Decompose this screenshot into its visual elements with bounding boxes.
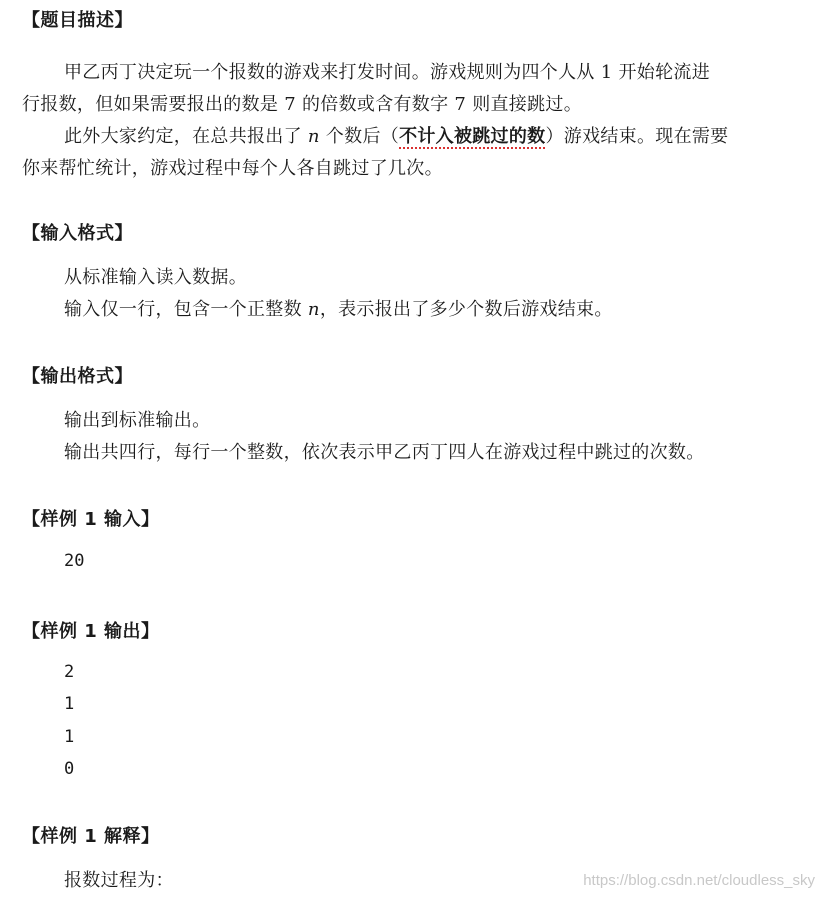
- description-line-3-c: ）游戏结束。现在需要: [545, 126, 729, 147]
- sample-output-line: 1: [64, 727, 75, 747]
- variable-n: n: [307, 126, 320, 147]
- description-line-3-a: 此外大家约定，在总共报出了: [64, 126, 308, 147]
- input-format-line-1: 从标准输入读入数据。: [64, 267, 247, 288]
- output-format-line-2: 输出共四行，每行一个整数，依次表示甲乙丙丁四人在游戏过程中跳过的次数。: [64, 442, 705, 463]
- sample-input-heading: 【样例 1 输入】: [22, 509, 160, 530]
- emphasized-text: 不计入被跳过的数: [399, 126, 546, 147]
- sample-input-value: 20: [64, 551, 85, 571]
- watermark: https://blog.csdn.net/cloudless_sky: [583, 872, 815, 889]
- description-line-4: 你来帮忙统计，游戏过程中每个人各自跳过了几次。: [22, 158, 443, 179]
- sample-explain-line-1: 报数过程为：: [64, 870, 174, 891]
- output-format-line-1: 输出到标准输出。: [64, 410, 211, 431]
- description-line-3: [64, 122, 728, 148]
- input-format-line-2-a: 输入仅一行，包含一个正整数: [64, 299, 308, 320]
- variable-n: n: [307, 299, 320, 320]
- description-line-3-b: 个数后（: [319, 126, 400, 147]
- description-line-1: 甲乙丙丁决定玩一个报数的游戏来打发时间。游戏规则为四个人从 1 开始轮流进: [64, 62, 710, 83]
- output-format-heading: 【输出格式】: [22, 366, 133, 387]
- sample-output-line: 0: [64, 759, 75, 779]
- input-format-line-2-b: ，表示报出了多少个数后游戏结束。: [319, 299, 613, 320]
- description-heading: 【题目描述】: [22, 10, 133, 31]
- input-format-heading: 【输入格式】: [22, 223, 133, 244]
- input-format-line-2: [64, 295, 613, 321]
- sample-explain-heading: 【样例 1 解释】: [22, 826, 160, 847]
- sample-output-line: 2: [64, 662, 75, 682]
- sample-output-heading: 【样例 1 输出】: [22, 621, 160, 642]
- description-line-2: 行报数，但如果需要报出的数是 7 的倍数或含有数字 7 则直接跳过。: [22, 94, 582, 115]
- sample-output-line: 1: [64, 694, 75, 714]
